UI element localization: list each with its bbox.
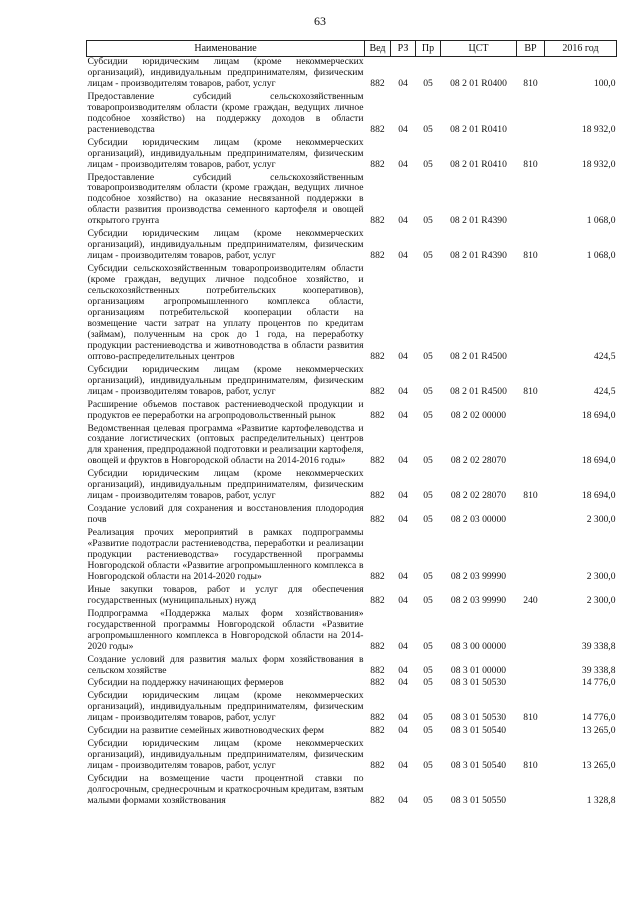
header-sum: 2016 год xyxy=(545,41,617,57)
row-cst: 08 3 01 50550 xyxy=(450,795,507,806)
row-vr: 810 xyxy=(523,385,538,397)
row-name: Предоставление субсидий сельскохозяйственным товаропроизводителям области (кроме граждан, ведущих личное подсобное хозяйство) на поддержку доходов в области растениеводства xyxy=(87,90,364,135)
row-cst: 08 3 01 50530 xyxy=(450,677,507,689)
row-rz: 04 xyxy=(398,760,408,772)
row-sum: 18 694,0 xyxy=(581,409,616,421)
row-vr: 810 xyxy=(523,712,538,724)
table-row xyxy=(87,92,617,138)
row-rz: 04 xyxy=(398,795,408,806)
row-ved: 882 xyxy=(370,514,385,526)
row-name: Субсидии юридическим лицам (кроме некоммерческих организаций), индивидуальным предпринимателям, физическим лицам - производителям товаров, работ, услуг xyxy=(87,136,364,170)
row-cst: 08 3 01 50530 xyxy=(450,712,507,724)
row-cst: 08 2 02 28070 xyxy=(450,455,507,467)
row-pr: 05 xyxy=(423,215,433,227)
row-rz: 04 xyxy=(398,158,408,170)
row-sum: 18 932,0 xyxy=(581,158,616,170)
row-cst: 08 3 01 00000 xyxy=(450,664,507,676)
table-row xyxy=(87,138,617,173)
row-cst: 08 2 02 28070 xyxy=(450,490,507,502)
table-row xyxy=(87,400,617,424)
row-sum: 13 265,0 xyxy=(581,760,616,772)
row-ved: 882 xyxy=(370,570,385,582)
row-cst: 08 2 01 R4390 xyxy=(450,215,507,227)
row-rz: 04 xyxy=(398,514,408,526)
header-cst: ЦСТ xyxy=(441,41,517,57)
row-cst: 08 2 01 R4500 xyxy=(450,350,507,362)
budget-table xyxy=(86,40,617,809)
row-pr: 05 xyxy=(423,455,433,467)
row-pr: 05 xyxy=(423,725,433,737)
row-vr xyxy=(517,173,545,230)
row-cst: 08 2 01 R0400 xyxy=(450,77,507,89)
row-cst: 08 2 01 R0410 xyxy=(450,123,507,135)
row-rz: 04 xyxy=(398,570,408,582)
row-vr: 810 xyxy=(523,490,538,502)
row-rz: 04 xyxy=(398,490,408,502)
row-vr xyxy=(517,655,545,679)
row-sum: 1 068,0 xyxy=(586,250,616,262)
row-vr xyxy=(517,424,545,470)
row-ved: 882 xyxy=(370,760,385,772)
row-name: Субсидии юридическим лицам (кроме некоммерческих организаций), индивидуальным предпринимателям, физическим лицам - производителям товаров, работ, услуг xyxy=(87,468,364,502)
row-ved: 882 xyxy=(370,77,385,89)
row-rz: 04 xyxy=(398,677,408,689)
row-pr: 05 xyxy=(423,250,433,262)
row-name: Ведомственная целевая программа «Развитие картофелеводства и создание логистических (оптовых распределительных) центров для хранения, предпродажной подготовки и реализации картофеля, овощей и фруктов в Новгородской области на 2014-2016 годы» xyxy=(87,422,364,467)
row-rz: 04 xyxy=(398,664,408,676)
row-ved: 882 xyxy=(370,455,385,467)
row-ved: 882 xyxy=(370,350,385,362)
row-ved: 882 xyxy=(370,795,385,806)
row-name: Создание условий для развития малых форм хозяйствования в сельском хозяйстве xyxy=(87,653,364,676)
row-pr: 05 xyxy=(423,158,433,170)
table-row xyxy=(87,469,617,504)
row-name: Субсидии юридическим лицам (кроме некоммерческих организаций), индивидуальным предпринимателям, физическим лицам - производителям товаров, работ, услуг xyxy=(87,738,364,772)
page-number: 63 xyxy=(314,14,326,28)
row-ved: 882 xyxy=(370,725,385,737)
row-sum: 18 694,0 xyxy=(581,455,616,467)
row-cst: 08 2 03 99990 xyxy=(450,594,507,606)
row-vr: 810 xyxy=(523,760,538,772)
row-pr: 05 xyxy=(423,490,433,502)
row-rz: 04 xyxy=(398,385,408,397)
row-rz: 04 xyxy=(398,409,408,421)
row-sum: 1 068,0 xyxy=(586,215,616,227)
table-row xyxy=(87,264,617,365)
header-pr: Пр xyxy=(416,41,441,57)
table-row xyxy=(87,691,617,726)
row-cst: 08 2 02 00000 xyxy=(450,409,507,421)
row-ved: 882 xyxy=(370,215,385,227)
row-cst: 08 3 00 00000 xyxy=(450,640,507,652)
row-name: Субсидии сельскохозяйственным товаропроизводителям области (кроме граждан, ведущих личное подсобное хозяйство, и сельскохозяйственных потребительских кооперативов), организациям агропромышленного комплекса области, организациям потребительской кооперации области на возмещение части затрат на уплату процентов по кредитам (займам), полученным на срок до 1 года, на переработку продукции растениеводства и животноводства в области развития оптово-распределительных центров xyxy=(87,263,364,362)
row-vr: 810 xyxy=(523,158,538,170)
row-pr: 05 xyxy=(423,664,433,676)
row-pr: 05 xyxy=(423,760,433,772)
row-vr xyxy=(517,726,545,739)
row-sum: 424,5 xyxy=(593,350,616,362)
table-row xyxy=(87,173,617,230)
table-body xyxy=(87,57,617,809)
row-pr: 05 xyxy=(423,409,433,421)
row-rz: 04 xyxy=(398,123,408,135)
row-name: Реализация прочих мероприятий в рамках подпрограммы «Развитие подотрасли растениеводства, переработки и реализации продукции растениеводства» государственной программы Новгородской области «Развитие агропромышленного комплекса в Новгородской области на 2014-2020 годы» xyxy=(87,527,364,582)
row-cst: 08 2 01 R4390 xyxy=(450,250,507,262)
row-sum: 13 265,0 xyxy=(581,725,616,737)
row-vr xyxy=(517,678,545,691)
row-rz: 04 xyxy=(398,250,408,262)
table-row xyxy=(87,774,617,809)
row-sum: 2 300,0 xyxy=(586,594,616,606)
row-name: Субсидии юридическим лицам (кроме некоммерческих организаций), индивидуальным предпринимателям, физическим лицам - производителям товаров, работ, услуг xyxy=(87,363,364,397)
row-vr xyxy=(517,92,545,138)
row-sum: 2 300,0 xyxy=(586,570,616,582)
row-cst: 08 2 01 R4500 xyxy=(450,385,507,397)
row-rz: 04 xyxy=(398,594,408,606)
row-vr: 810 xyxy=(523,250,538,262)
row-ved: 882 xyxy=(370,490,385,502)
row-sum: 2 300,0 xyxy=(586,514,616,526)
row-ved: 882 xyxy=(370,158,385,170)
row-name: Расширение объемов поставок растениеводческой продукции и продуктов ее переработки на агропродовольственный рынок xyxy=(87,398,364,421)
row-sum: 1 328,8 xyxy=(586,795,616,806)
row-pr: 05 xyxy=(423,795,433,806)
row-pr: 05 xyxy=(423,594,433,606)
row-ved: 882 xyxy=(370,640,385,652)
row-pr: 05 xyxy=(423,350,433,362)
row-pr: 05 xyxy=(423,570,433,582)
row-pr: 05 xyxy=(423,712,433,724)
row-sum: 39 338,8 xyxy=(581,640,616,652)
row-name: Подпрограмма «Поддержка малых форм хозяйствования» государственной программы Новгородской области «Развитие агропромышленного комплекса в Новгородской области на 2014-2020 годы» xyxy=(87,607,364,652)
row-vr xyxy=(517,504,545,528)
row-ved: 882 xyxy=(370,712,385,724)
row-sum: 18 694,0 xyxy=(581,490,616,502)
table-row xyxy=(87,365,617,400)
row-vr xyxy=(517,528,545,585)
table-row xyxy=(87,739,617,774)
table-row xyxy=(87,585,617,609)
row-name: Субсидии на развитие семейных животноводческих ферм xyxy=(87,725,324,737)
row-ved: 882 xyxy=(370,664,385,676)
header-rz: РЗ xyxy=(391,41,416,57)
row-vr: 240 xyxy=(523,594,538,606)
row-pr: 05 xyxy=(423,514,433,526)
row-pr: 05 xyxy=(423,640,433,652)
row-name: Субсидии юридическим лицам (кроме некоммерческих организаций), индивидуальным предпринимателям, физическим лицам - производителям товаров, работ, услуг xyxy=(87,56,364,89)
row-cst: 08 2 01 R0410 xyxy=(450,158,507,170)
table-row xyxy=(87,229,617,264)
row-sum: 100,0 xyxy=(593,77,616,89)
row-ved: 882 xyxy=(370,594,385,606)
table-row xyxy=(87,57,617,92)
row-sum: 14 776,0 xyxy=(581,712,616,724)
row-pr: 05 xyxy=(423,77,433,89)
row-vr xyxy=(517,609,545,655)
table-row xyxy=(87,504,617,528)
row-cst: 08 2 03 00000 xyxy=(450,514,507,526)
row-name: Субсидии юридическим лицам (кроме некоммерческих организаций), индивидуальным предпринимателям, физическим лицам - производителям товаров, работ, услуг xyxy=(87,228,364,262)
row-rz: 04 xyxy=(398,640,408,652)
row-rz: 04 xyxy=(398,455,408,467)
row-pr: 05 xyxy=(423,123,433,135)
table-row xyxy=(87,655,617,679)
row-sum: 14 776,0 xyxy=(581,677,616,689)
row-rz: 04 xyxy=(398,712,408,724)
table-header-row xyxy=(87,41,617,57)
row-name: Субсидии на возмещение части процентной ставки по долгосрочным, среднесрочным и краткосрочным кредитам, взятым малыми формами хозяйствования xyxy=(87,773,364,806)
row-vr xyxy=(517,400,545,424)
row-vr xyxy=(517,774,545,809)
row-cst: 08 2 03 99990 xyxy=(450,570,507,582)
table-row xyxy=(87,609,617,655)
row-name: Иные закупки товаров, работ и услуг для обеспечения государственных (муниципальных) нужд xyxy=(87,583,364,606)
row-cst: 08 3 01 50540 xyxy=(450,725,507,737)
row-vr xyxy=(517,264,545,365)
row-rz: 04 xyxy=(398,77,408,89)
header-name: Наименование xyxy=(87,41,365,57)
row-sum: 18 932,0 xyxy=(581,123,616,135)
row-rz: 04 xyxy=(398,725,408,737)
table-row xyxy=(87,424,617,470)
row-sum: 424,5 xyxy=(593,385,616,397)
row-name: Субсидии на поддержку начинающих фермеров xyxy=(87,677,284,689)
row-name: Субсидии юридическим лицам (кроме некоммерческих организаций), индивидуальным предпринимателям, физическим лицам - производителям товаров, работ, услуг xyxy=(87,690,364,724)
header-ved: Вед xyxy=(365,41,391,57)
row-rz: 04 xyxy=(398,350,408,362)
row-cst: 08 3 01 50540 xyxy=(450,760,507,772)
row-pr: 05 xyxy=(423,677,433,689)
row-name: Предоставление субсидий сельскохозяйственным товаропроизводителям области (кроме граждан, ведущих личное подсобное хозяйство) на оказание несвязанной поддержки в области развития производства семенного картофеля и овощей открытого грунта xyxy=(87,171,364,227)
row-vr: 810 xyxy=(523,77,538,89)
row-name: Создание условий для сохранения и восстановления плодородия почв xyxy=(87,503,364,526)
table-row xyxy=(87,528,617,585)
row-pr: 05 xyxy=(423,385,433,397)
row-ved: 882 xyxy=(370,677,385,689)
row-ved: 882 xyxy=(370,385,385,397)
row-ved: 882 xyxy=(370,250,385,262)
row-rz: 04 xyxy=(398,215,408,227)
header-vr: ВР xyxy=(517,41,545,57)
row-ved: 882 xyxy=(370,409,385,421)
row-ved: 882 xyxy=(370,123,385,135)
row-sum: 39 338,8 xyxy=(581,664,616,676)
